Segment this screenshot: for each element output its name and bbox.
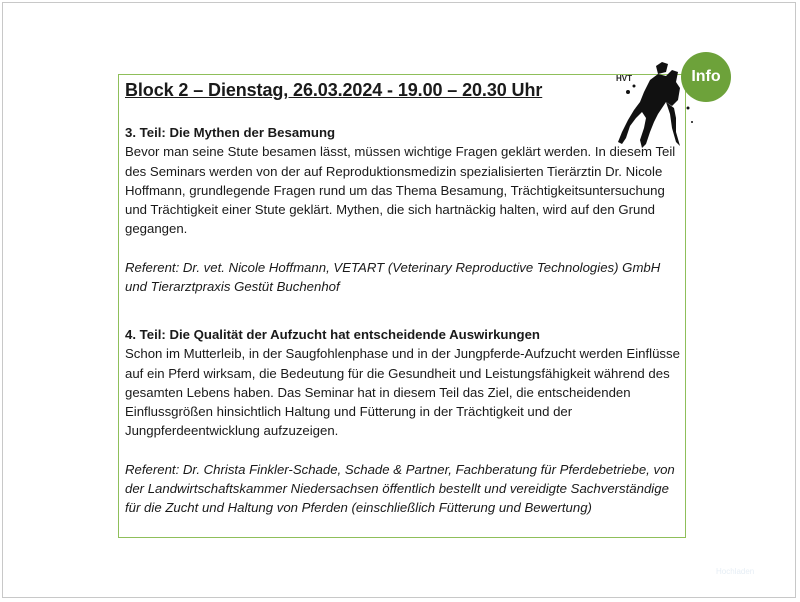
section-part-4: [125, 325, 685, 518]
section-body: Schon im Mutterleib, in der Saugfohlenphase und in der Jungpferde-Aufzucht werden Einflüsse auf ein Pferd wirksam, die Bedeutung für die Gesundheit und Leistungsfähigkeit während des gesamten Lebens haben. Das Seminar hat in diesem Teil das Ziel, die entscheidenden Einflussgrößen hinsichtlich Haltung und Fütterung in der Trächtigkeit und der Jungpferdeentwicklung aufzuzeigen.: [125, 346, 680, 439]
section-title: 3. Teil: Die Mythen der Besamung: [125, 125, 336, 140]
section-referent: Referent: Dr. Christa Finkler-Schade, Schade & Partner, Fachberatung für Pferdebetriebe, von der Landwirtschaftskammer Niedersachsen öffentlich bestellt und vereidigte Sachverständige für die Zucht und Haltung von Pferden (einschließlich Fütterung und Bewertung): [125, 461, 675, 516]
info-badge: Info: [681, 52, 731, 102]
section-title: 4. Teil: Die Qualität der Aufzucht hat entscheidende Auswirkungen: [125, 327, 540, 342]
watermark: Hochladen: [716, 567, 755, 576]
section-part-3: [125, 123, 685, 296]
section-body: Bevor man seine Stute besamen lässt, müssen wichtige Fragen geklärt werden. In diesem Teil des Seminars werden von der auf Reproduktionsmedizin spezialisierten Tierärztin Dr. Nicole Hoffmann, grundlegende Fragen rund um das Thema Besamung, Trächtigkeitsuntersuchung und Trächtigkeit einer Stute geklärt. Mythen, die sich hartnäckig halten, wird auf den Grund gegangen.: [125, 144, 676, 237]
section-referent: Referent: Dr. vet. Nicole Hoffmann, VETART (Veterinary Reproductive Technologies) GmbH und Tierarztpraxis Gestüt Buchenhof: [125, 259, 661, 295]
block-heading: Block 2 – Dienstag, 26.03.2024 - 19.00 – 20.30 Uhr: [125, 80, 543, 100]
logo-abbreviation: HVT: [616, 74, 632, 83]
